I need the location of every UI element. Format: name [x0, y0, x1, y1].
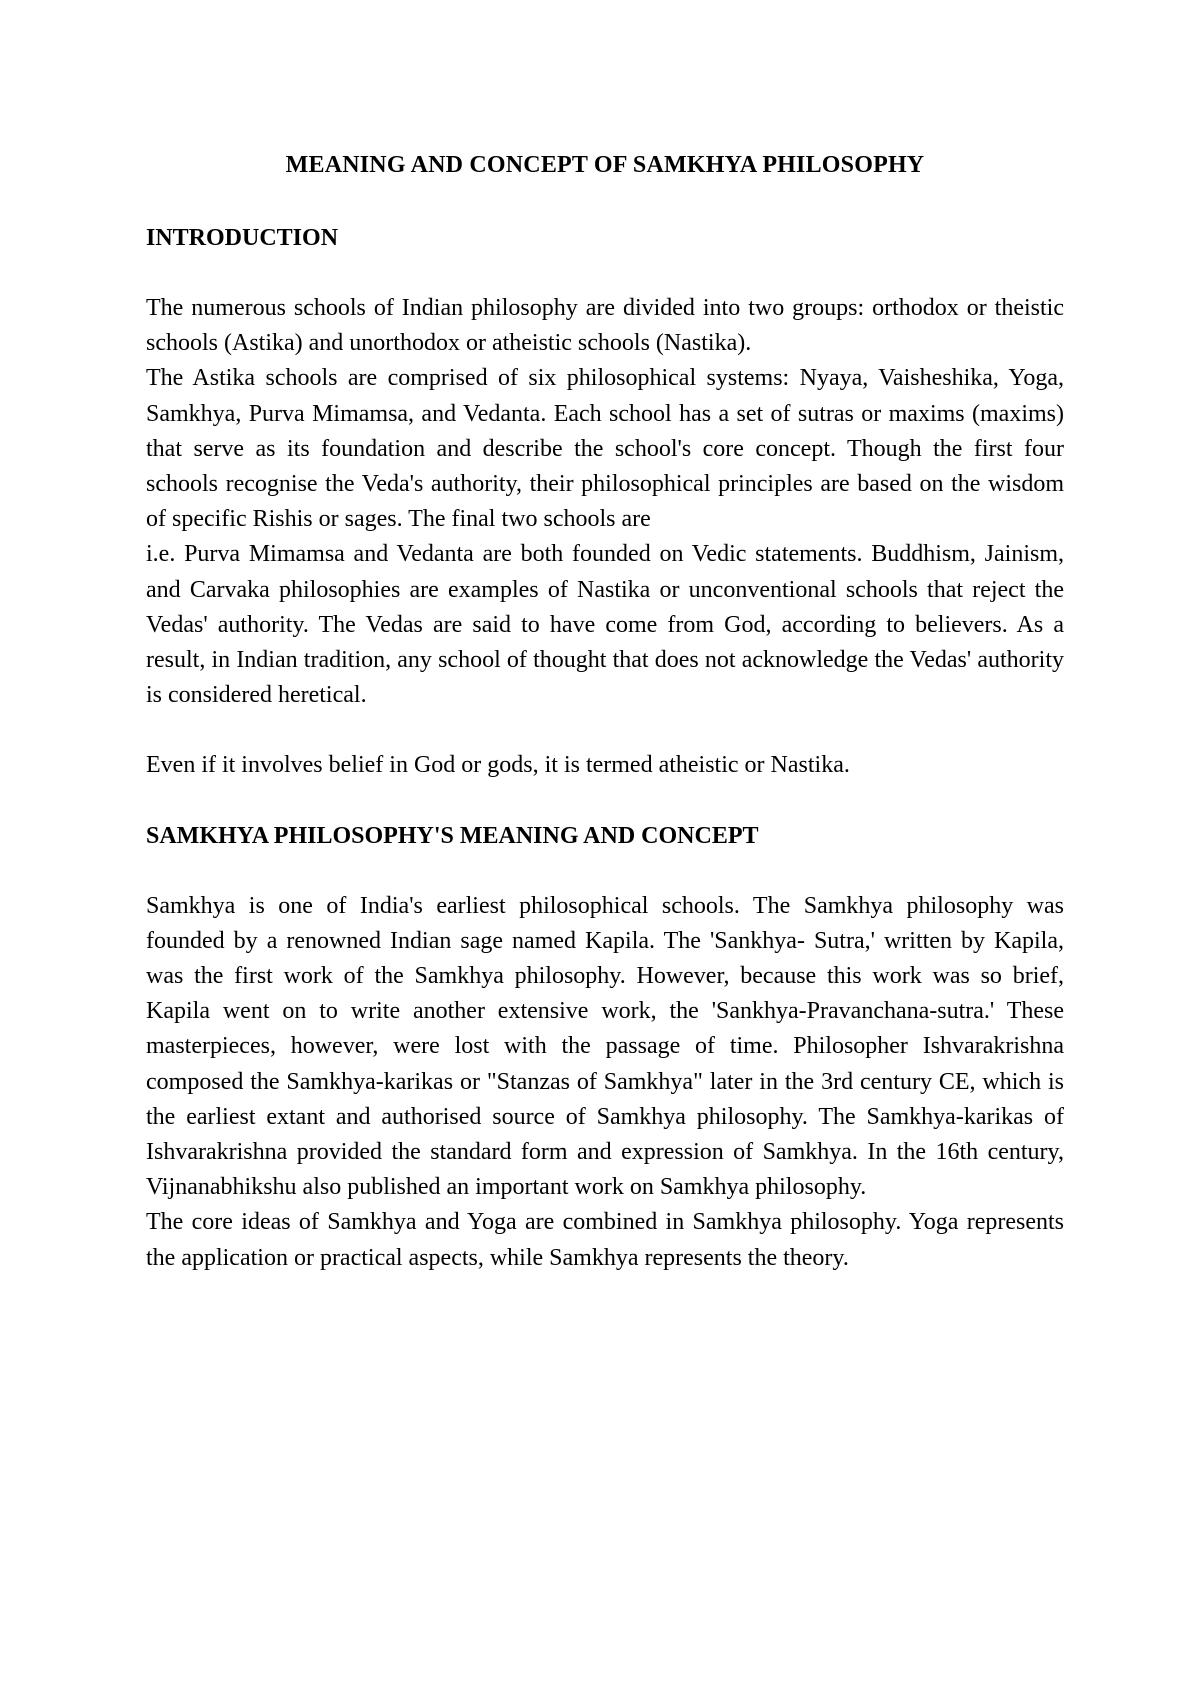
- paragraph: The Astika schools are comprised of six philosophical systems: Nyaya, Vaisheshika, Yoga, Samkhya, Purva Mimamsa, and Vedanta. Each school has a set of sutras or maxims (maxims) that serve as its foundation and describe the school's core concept. Though the first four schools recognise the Veda's authority, their philosophical principles are based on the wisdom of specific Rishis or sages. The final two schools are: [146, 365, 1064, 533]
- paragraph: The numerous schools of Indian philosophy are divided into two groups: orthodox or theistic schools (Astika) and unorthodox or atheistic schools (Nastika).: [146, 295, 1064, 357]
- paragraph: Samkhya is one of India's earliest philosophical schools. The Samkhya philosophy was founded by a renowned Indian sage named Kapila. The 'Sankhya- Sutra,' written by Kapila, was the first work of the Samkhya philosophy. However, because this work was so brief, Kapila went on to write another extensive work, the 'Sankhya-Pravanchana-sutra.' These masterpieces, however, were lost with the passage of time. Philosopher Ishvarakrishna composed the Samkhya-karikas or "Stanzas of Samkhya" later in the 3rd century CE, which is the earliest extant and authorised source of Samkhya philosophy. The Samkhya-karikas of Ishvarakrishna provided the standard form and expression of Samkhya. In the 16th century, Vijnanabhikshu also published an important work on Samkhya philosophy.: [146, 892, 1064, 1201]
- section-heading-introduction: INTRODUCTION: [146, 225, 339, 251]
- paragraph: Even if it involves belief in God or gods, it is termed atheistic or Nastika.: [146, 752, 850, 779]
- paragraph: i.e. Purva Mimamsa and Vedanta are both founded on Vedic statements. Buddhism, Jainism, and Carvaka philosophies are examples of Nastika or unconventional schools that reject the Vedas' authority. The Vedas are said to have come from God, according to believers. As a result, in Indian tradition, any school of thought that does not acknowledge the Vedas' authority is considered heretical.: [146, 541, 1064, 709]
- document-title: MEANING AND CONCEPT OF SAMKHYA PHILOSOPHY: [285, 152, 925, 178]
- document-body: [146, 148, 1064, 1276]
- paragraph: The core ideas of Samkhya and Yoga are combined in Samkhya philosophy. Yoga represents the application or practical aspects, while Samkhya represents the theory.: [146, 1209, 1064, 1271]
- section-heading-samkhya-meaning: SAMKHYA PHILOSOPHY'S MEANING AND CONCEPT: [146, 822, 759, 849]
